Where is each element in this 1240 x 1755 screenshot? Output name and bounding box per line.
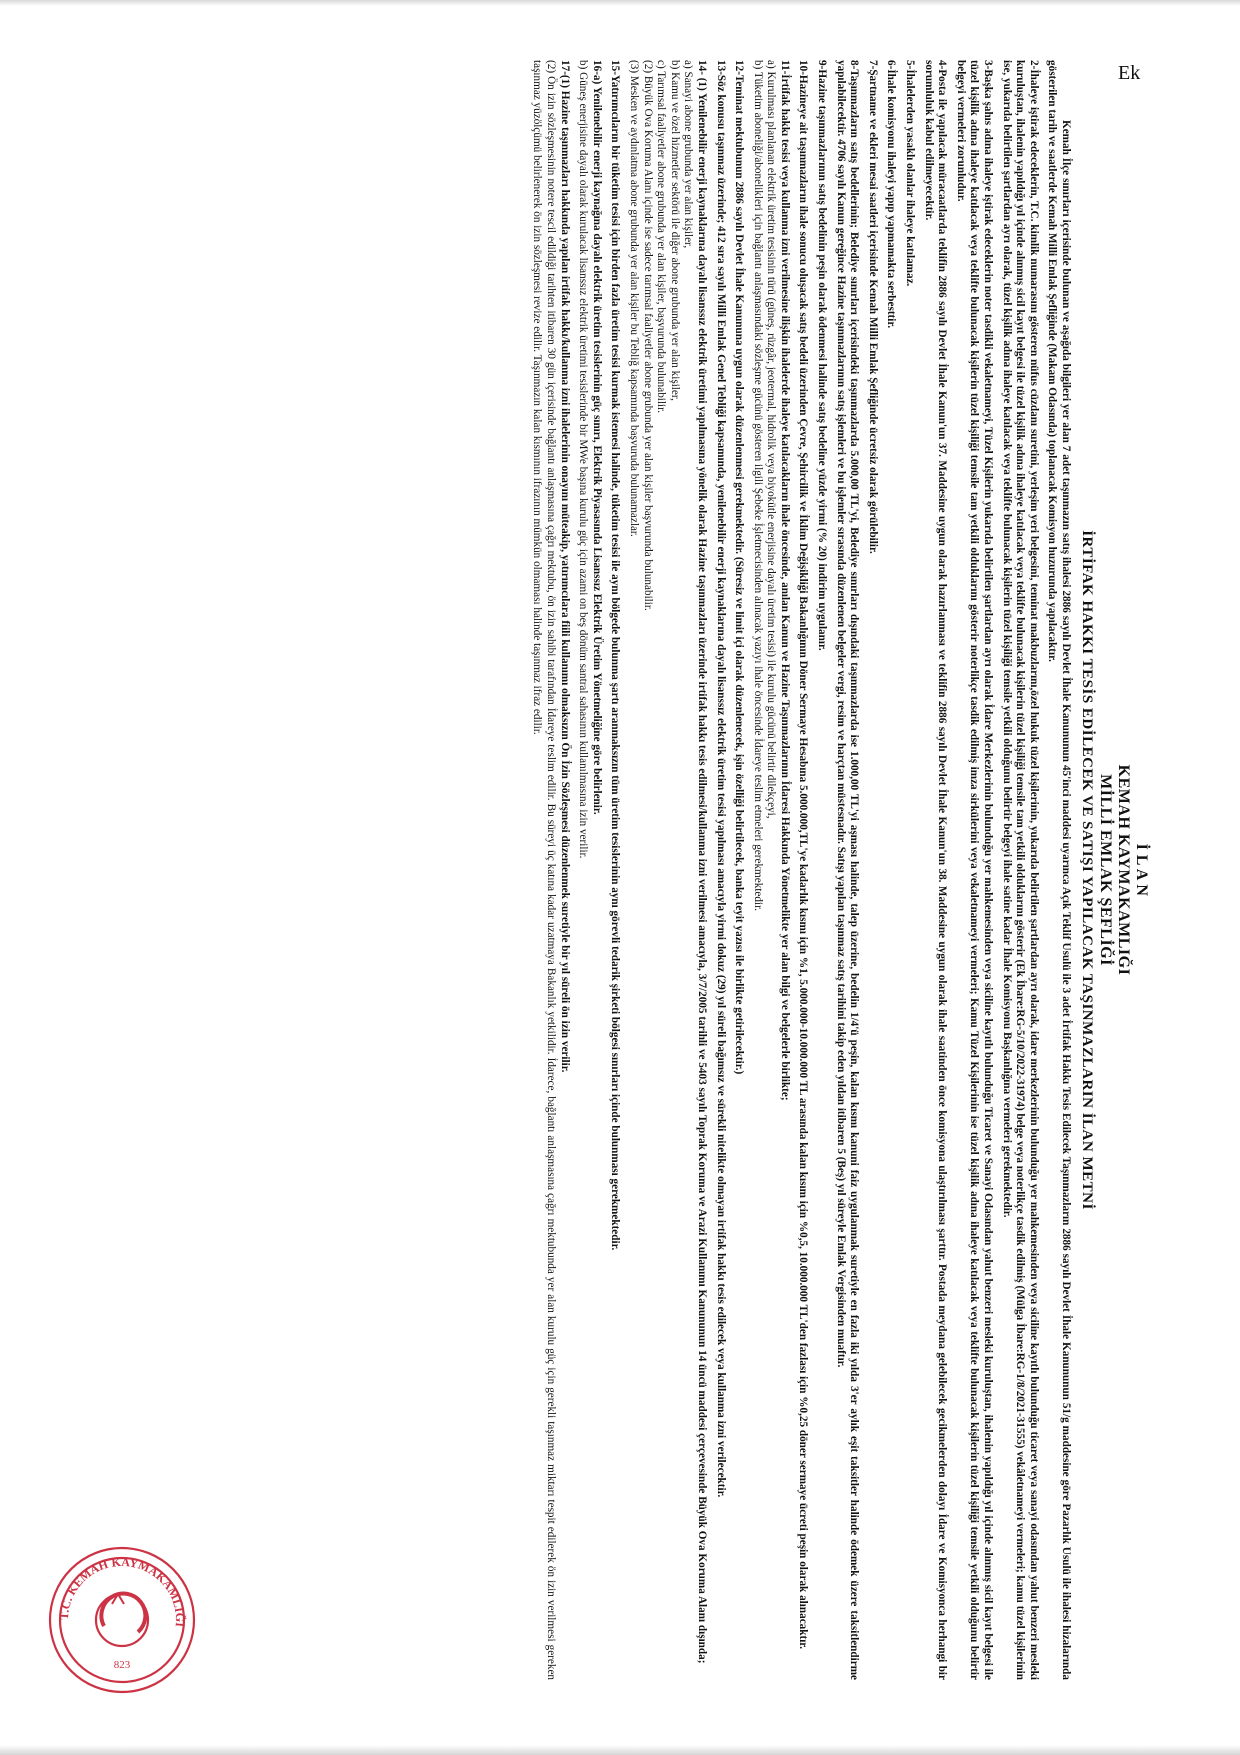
section-paragraph: 8-Taşınmazların satış bedellerinin; Belediye sınırları içerisindeki taşınmazlarda 5.000,00 TL'yi, Belediye sınırları dışındaki taşınmazlarda ise 1.000,00 TL'yi aşması halinde, talep üzerine, bedelin 1/4'ü peşin, kalan kısmı kanuni faiz uygulanmak suretiyle en fazla iki yılda 3'er aylık eşit taksitler halinde ödemek üzere taksitlendirme yapılabilecektir. 4706 sayılı Kanun gereğince Hazine taşınmazlarının satış işlemleri ve bu işlemler sırasında düzenlenen belgeler vergi, resim ve harçtan müstesnadır. Satışı yapılan taşınmaz satış tarihini takip eden yıldan itibaren 5 (Beş) yıl süreyle Emlak Vergisinden muaftır. — [834, 60, 861, 1680]
document-header — [1078, 60, 1150, 1680]
header-title-kaymakamlik: KEMAH KAYMAKAMLIĞI — [1115, 764, 1132, 976]
section-paragraph: a) Kurulması planlanan elektrik üretim tesisinin türü (güneş, rüzgâr, jeotermal, hidrolik veya biyokütle enerjisine dayalı üretim tesisi) ile kurulu gücünü belirtir dilekçeyi, — [765, 60, 778, 819]
section-paragraph: 11-İrtifak hakkı tesisi veya kullanma izni verilmesine ilişkin ihalelerde ihaleye katılacakların ihale öncesinde, anılan Kanun ve Hazine Taşınmazlarının İdaresi Hakkında Yönetmelikte yer alan bilgi ve belgelerle birlikte; — [778, 60, 791, 1101]
document-body — [40, 60, 1150, 1680]
intro-paragraph: Kemah İlçe sınırları içerisinde bulunan ve aşağıda bilgileri yer alan 7 adet taşınmazın satış ihalesi 2886 sayılı Devlet İhale Kanununun 45'inci maddesi uyarınca Açık Teklif Usulü ile 3 adet İrtifak Hakkı Tesis Edilecek Taşınmazların 2886 sayılı Devlet İhale Kanununun 51/g maddesine göre Pazarlık Usulü ile ihalesi hizalarında gösterilen tarih ve saatlerde Kemah Milli Emlak Şefliğinde (Makam Odasında) toplanacak Komisyon huzurunda yapılacaktır. — [1046, 60, 1072, 1680]
section-paragraph: 9-Hazine taşınmazlarının satış bedelinin peşin olarak ödenmesi halinde satış bedeline yüzde yirmi (% 20) indirim uygulanır. — [816, 60, 829, 651]
section-paragraph: 7-Şartname ve ekleri mesai saatleri içerisinde Kemah Milli Emlak Şefliğinde ücretsiz olarak görülebilir. — [866, 60, 879, 554]
section-paragraph: 14- (1) Yenilenebilir enerji kaynaklarına dayalı lisanssız elektrik üretimi yapılmasına yönelik olarak Hazine taşınmazları üzerinde irtifak hakkı tesis edilmesi/kullanma izni verilmesi amacıyla, 3/7/2005 tarihli ve 5403 sayılı Toprak Koruma ve Arazi Kullanımı Kanununun 14 üncü maddesi çerçevesinde Büyük Ova Koruma Alanı dışında; — [695, 60, 708, 1664]
section-paragraph: 16-a) Yenilenebilir enerji kaynağına dayalı elektrik üretim tesislerinin güç sınırı, Elektrik Piyasasında Lisanssız Elektrik Üretim Yönetmeliğine göre belirlenir. — [590, 60, 603, 815]
official-seal — [42, 1540, 202, 1700]
section-paragraph: 15-Yatırımcıların bir tüketim tesisi için birden fazla üretim tesisi kurmak istemesi halinde, tüketim tesisi ile aynı bölgede bulunma şartı aranmaksızın tüm üretim tesislerinin aynı görevli tedarik şirketi bölgesi sınırları içinde bulunması gerekmektedir. — [609, 60, 622, 1251]
section-paragraph: 17-(1) Hazine taşınmazları hakkında yapılan irtifak hakkı/kullanma izni ihalelerinin onayını müteakip, yatırımcılara fiili kullanımı olmaksızın Ön İzin Sözleşmesi düzenlenmek suretiyle bir yıl süreli ön izin verilir. — [558, 60, 571, 1073]
section-paragraph: b) Güneş enerjisine dayalı olarak kurulacak lisanssız elektrik üretimi tesislerinde bir MWe başına kurulu güç için azami on beş dönüm santral sahasının kullanılmasına izin verilir. — [577, 60, 590, 859]
annex-label: Ek — [1118, 62, 1141, 84]
section-paragraph: b) Tüketim aboneliği/abonelikleri için bağlantı anlaşmasındaki sözleşme gücünü gösteren ilgili Şebeke İşletmecisinden alınacak yazıyı ihale öncesinde İdareye teslim etmeleri gerekmektedir. — [751, 60, 764, 912]
announcement-text — [530, 60, 1072, 1680]
section-paragraph: 5-İhalelerden yasaklı olanlar ihaleye katılamaz. — [904, 60, 917, 287]
section-paragraph: c) Tarımsal faaliyetler abone grubunda yer alan kişiler, başvurunda bulunabilir. — [655, 60, 668, 414]
seal-code-text: 823 — [113, 1659, 131, 1671]
section-paragraph: (3) Mesken ve aydınlatma abone grubunda yer alan kişiler bu Tebliğ kapsamında başvuruda bulunamazlar. — [627, 60, 640, 537]
section-paragraph: 2-İhaleye iştirak edeceklerin, T.C. kimlik numarasını gösteren nüfus cüzdanı suretini, yerleşim yeri belgesini, teminat makbuzlarını,özel hukuk tüzel kişilerinin, yukarıda belirtilen şartlardan ayrı olarak, idare merkezlerinin bulunduğu yer mahkemesinden veya siciline kayıtlı bulunduğu ticaret veya sanayi odasından yahut benzeri mesleki kuruluştan, ihalenin yapıldığı yıl içinde alınmış sicil kayıt belgesi ile tüzel kişilik adına ihaleye katılacak veya teklifte bulunacak kişilerin tüzel kişiliği temsile tam yetkili olduklarını gösterir (Ek İbare:RG-5/10/2022-31974) belge veya noterlikçe tasdik edilmiş (Mülga İbare:RG-1/8/2021-31555) vekâletnameyi vermeleri; kamu tüzel kişilerinin ise, yukarıda belirtilen şartlardan ayrı olarak, tüzel kişilik adına ihaleye katılacak veya teklifte bulunacak kişilerin tüzel kişiliği temsile yetkili olduğunu belirtir belgeyi ihale satine kadar İhale Komisyonu Başkanlığına vermeleri gerekmektedir. — [1000, 60, 1040, 1680]
section-paragraph: 6-İhale komisyonu ihaleyi yapıp yapmamakta serbesttir. — [885, 60, 898, 329]
section-paragraph: 13-Söz konusu taşınmaz üzerinde; 412 sıra sayılı Milli Emlak Genel Tebliği kapsamında, yenilenebilir enerji kaynaklarına dayalı lisanssız elektrik üretim tesisi yapılması amacıyla yirmi dokuz (29) yıl süreli bağımsız ve sürekli nitelikte olmayan irtifak hakkı tesis edilecek veya kullanma izni verilecektir. — [714, 60, 727, 1498]
section-paragraph: 12-Teminat mektubunun 2886 sayılı Devlet İhale Kanununa uygun olarak düzenlenmesi gerekmektedir. (Süresiz ve limit içi olarak düzenlenecek, işin özelliği belirtilecek, banka teyit yazısı ile birlikte getirilecektir.) — [733, 60, 746, 1075]
rotated-document — [0, 20, 1180, 1720]
section-paragraph: 3-Başka şahıs adına ihaleye iştirak edeceklerin noter tasdikli vekaletnameyi, Tüzel Kişilerin yukarıda belirtilen şartlardan ayrı olarak İdare Merkezlerinin bulunduğu yer mahkemesinden veya siciline kayıtlı bulunduğu Ticaret ve Sanayi Odasından yahut benzeri mesleki kuruluştan, ihalenin yapıldığı yıl içinde alınmış sicil kayıt belgesi ile tüzel kişilik adına ihaleye katılacak veya teklifte bulunacak kişilerin tüzel kişiliği temsile tam yetkili olduklarını gösterir noterlikçe tasdik edilmiş imza sirkülerini veya vekaletnameyi vermeleri; Kamu Tüzel Kişilerinin ise tüzel kişilik adına ihaleye katılacak veya teklifte bulunacak kişilerin tüzel kişiliği temsile yetkili olduğunu belirtir belgeyi vermeleri zorunludur. — [954, 60, 995, 1680]
sections-list — [530, 60, 1040, 1680]
header-title-ilan: İ L A N — [1133, 843, 1150, 897]
header-title-seflik: MİLLİ EMLAK ŞEFLİĞİ — [1097, 774, 1114, 966]
section-paragraph: 10-Hazineye ait taşınmazların ihale sonucu oluşacak satış bedeli üzerinden Çevre, Şehircilik ve İklim Değişikliği Bakanlığının Döner Sermaye Hesabına 5.000.000,TL'ye kadarlık kısmı için %1, 5.000.000-10.000.000 TL arasında kalan kısım için %0,5, 10.000.000 TL'den fazlası için %0,25 döner sermaye ücreti peşin olarak alınacaktır. — [797, 60, 810, 1650]
section-paragraph: 4-Posta ile yapılacak müracaatlarda teklifin 2886 sayılı Devlet İhale Kanun'un 37. Maddesine uygun olarak hazırlanması ve teklifin 2886 sayılı Devlet İhale Kanun'un 38. Maddesine uygun olarak ihale saatinden önce komisyona ulaştırılması şarttır. Postada meydana gelebilecek gecikmelerden dolayı İdare ve Komisyonca herhangi bir sorumluluk kabul edilmeyecektir. — [922, 60, 949, 1680]
section-paragraph: (2) Ön izin sözleşmesinin notere tescil edildiği tarihten itibaren 30 gün içerisinde bağlantı anlaşmasına çağrı mektubu, ön izin sahibi tarafından İdareye teslim edilir. Bu süreyi üç katına kadar uzatmaya Bakanlık yetkilidir. İdarece, bağlantı anlaşmasına çağrı mektubunda yer alan kurulu güç için gerekli taşınmaz miktarı tespit edilerek ön izin verilmesi gereken taşınmaz yüzölçümü belirlenerek ön izin sözleşmesi revize edilir. Taşınmazın kalan kısmının ifrazının mümkün olmaması halinde taşınmaz ifraz edilir. — [531, 60, 557, 1680]
scan-edge-top — [0, 0, 1240, 6]
section-paragraph: a) Sanayi abone grubunda yer alan kişiler, — [682, 60, 695, 249]
section-paragraph: (2) Büyük Ova Koruma Alanı içinde ise sadece tarımsal faaliyetler abone grubunda yer alan kişiler başvurunda bulunabilir. — [641, 60, 654, 611]
section-paragraph: b) Kamu ve özel hizmetler sektörü ile diğer abone grubunda yer alan kişiler, — [668, 60, 681, 401]
seal-outer-text: T.C. KEMAH KAYMAKAMLIĞI — [56, 1554, 188, 1628]
header-title-main: İRTİFAK HAKKI TESİS EDİLECEK VE SATIŞI YAPILACAK TAŞINMAZLARIN İLAN METNİ — [1079, 530, 1095, 1210]
scan-edge-bottom — [0, 1745, 1240, 1755]
